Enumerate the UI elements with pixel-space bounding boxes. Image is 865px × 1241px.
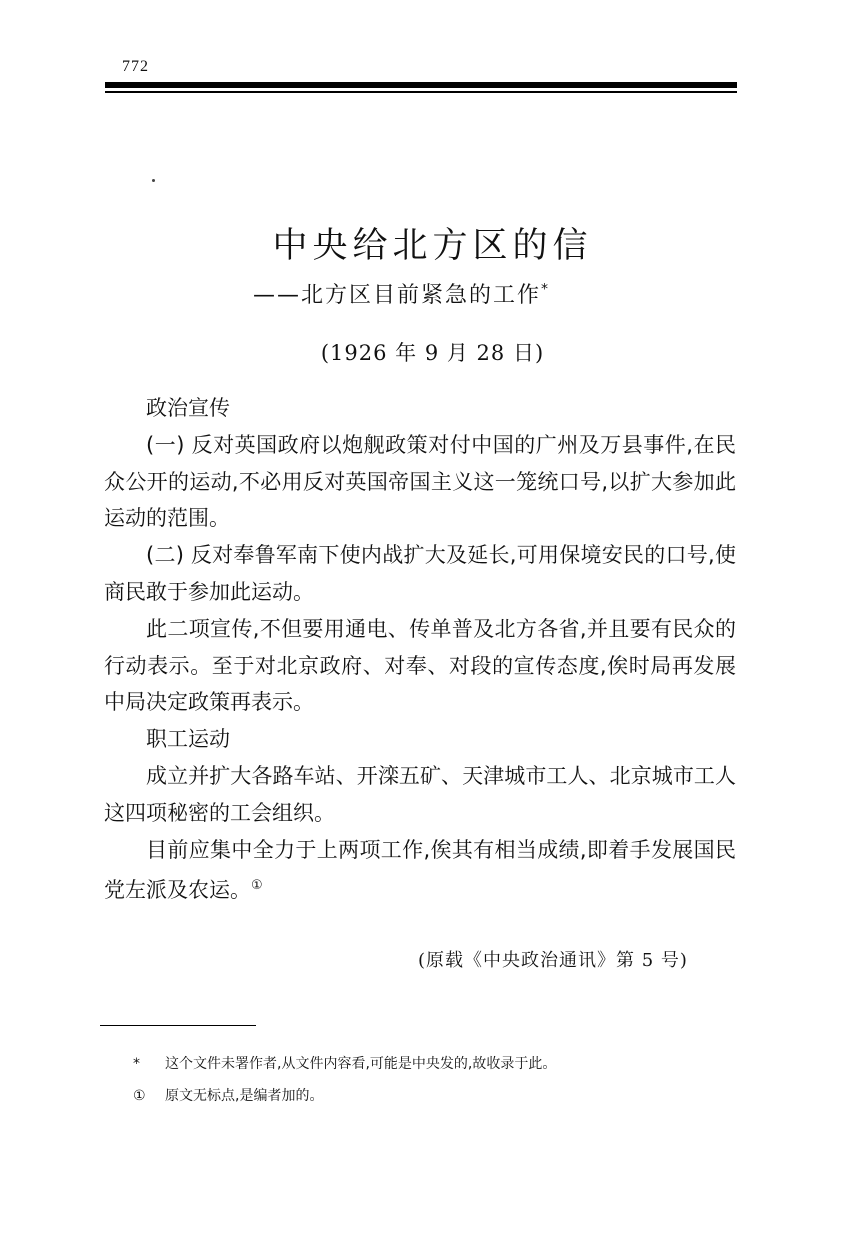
page-number: 772 [122, 58, 149, 75]
scan-speck [152, 179, 155, 182]
document-subtitle [253, 278, 550, 309]
header-rule-thin [105, 91, 737, 93]
paragraph-5 [104, 832, 736, 910]
source-citation: (原载《中央政治通讯》第 5 号) [418, 950, 688, 971]
footnote-text: 这个文件未署作者,从文件内容看,可能是中央发的,故收录于此。 [165, 1056, 557, 1072]
document-title: 中央给北方区的信 [272, 226, 593, 266]
body-text [104, 390, 736, 909]
subtitle-footnote-mark: * [541, 281, 551, 298]
footnote-mark: * [133, 1056, 140, 1072]
footnote-item [133, 1053, 556, 1073]
footnote-mark: ① [133, 1088, 146, 1104]
subtitle-text: ——北方区目前紧急的工作 [253, 283, 542, 308]
header-rule-thick [105, 82, 737, 88]
paragraph-4: 成立并扩大各路车站、开滦五矿、天津城市工人、北京城市工人这四项秘密的工会组织。 [104, 763, 736, 825]
paragraph-2: (二) 反对奉鲁军南下使内战扩大及延长,可用保境安民的口号,使商民敢于参加此运动。 [104, 543, 736, 604]
paragraph-1: (一) 反对英国政府以炮舰政策对付中国的广州及万县事件,在民众公开的运动,不必用反对英国帝国主义这一笼统口号,以扩大参加此运动的范围。 [104, 432, 736, 531]
footnote-text: 原文无标点,是编者加的。 [165, 1088, 324, 1104]
document-date: (1926 年 9 月 28 日) [320, 341, 545, 365]
section-heading-labor: 职工运动 [146, 727, 230, 752]
footnote-ref-1: ① [251, 878, 263, 894]
paragraph-5-text: 目前应集中全力于上两项工作,俟其有相当成绩,即着手发展国民党左派及农运。 [104, 837, 736, 903]
footnote-rule [100, 1025, 256, 1026]
section-heading-politics: 政治宣传 [146, 396, 230, 420]
footnote-item [133, 1085, 323, 1105]
paragraph-3: 此二项宣传,不但要用通电、传单普及北方各省,并且要有民众的行动表示。至于对北京政府、对奉、对段的宣传态度,俟时局再发展中局决定政策再表示。 [104, 616, 736, 715]
